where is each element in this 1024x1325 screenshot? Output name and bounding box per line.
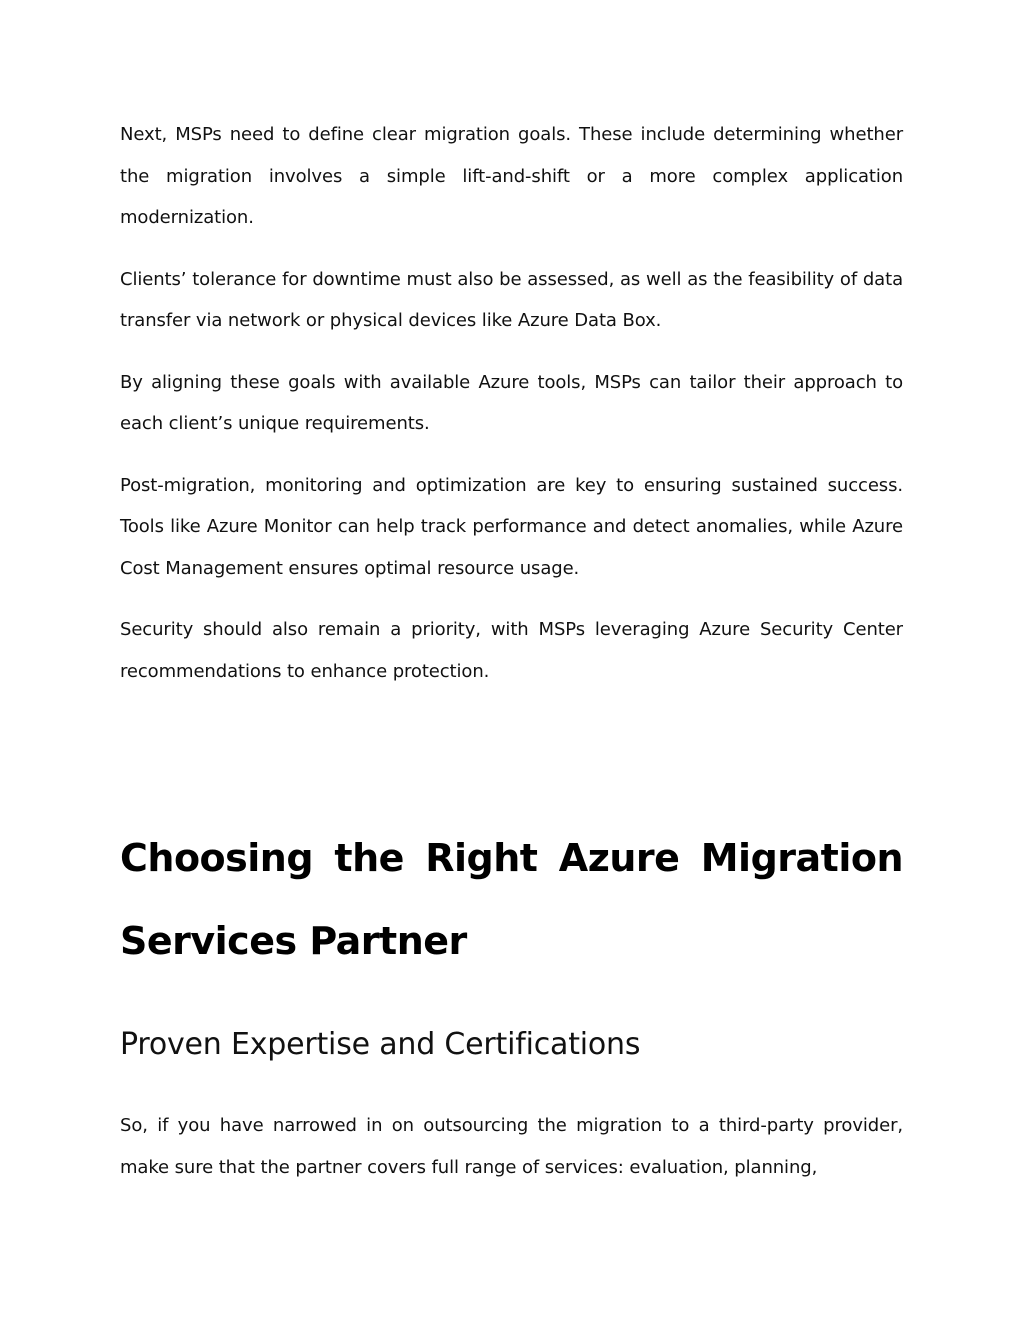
document-page [120,114,903,1188]
paragraph-downtime-tolerance: Clients’ tolerance for downtime must also be assessed, as well as the feasibility of data transfer via network or physical devices like Azure Data Box. [120,268,903,331]
paragraph-post-migration: Post-migration, monitoring and optimization are key to ensuring sustained success. Tools like Azure Monitor can help track performance and detect anomalies, while Azure Cost Management ensures optimal resource usage. [120,474,903,579]
paragraph-outsourcing: So, if you have narrowed in on outsourcing the migration to a third-party provider, make sure that the partner covers full range of services: evaluation, planning, [120,1115,903,1178]
section-heading: Choosing the Right Azure Migration Services Partner [120,836,903,963]
section-subheading: Proven Expertise and Certifications [120,1027,641,1062]
paragraph-security: Security should also remain a priority, with MSPs leveraging Azure Security Center recommendations to enhance protection. [120,619,903,682]
paragraph-migration-goals: Next, MSPs need to define clear migration goals. These include determining whether the migration involves a simple lift-and-shift or a more complex application modernization. [120,124,903,228]
paragraph-aligning-goals: By aligning these goals with available Azure tools, MSPs can tailor their approach to each client’s unique requirements. [120,371,903,434]
